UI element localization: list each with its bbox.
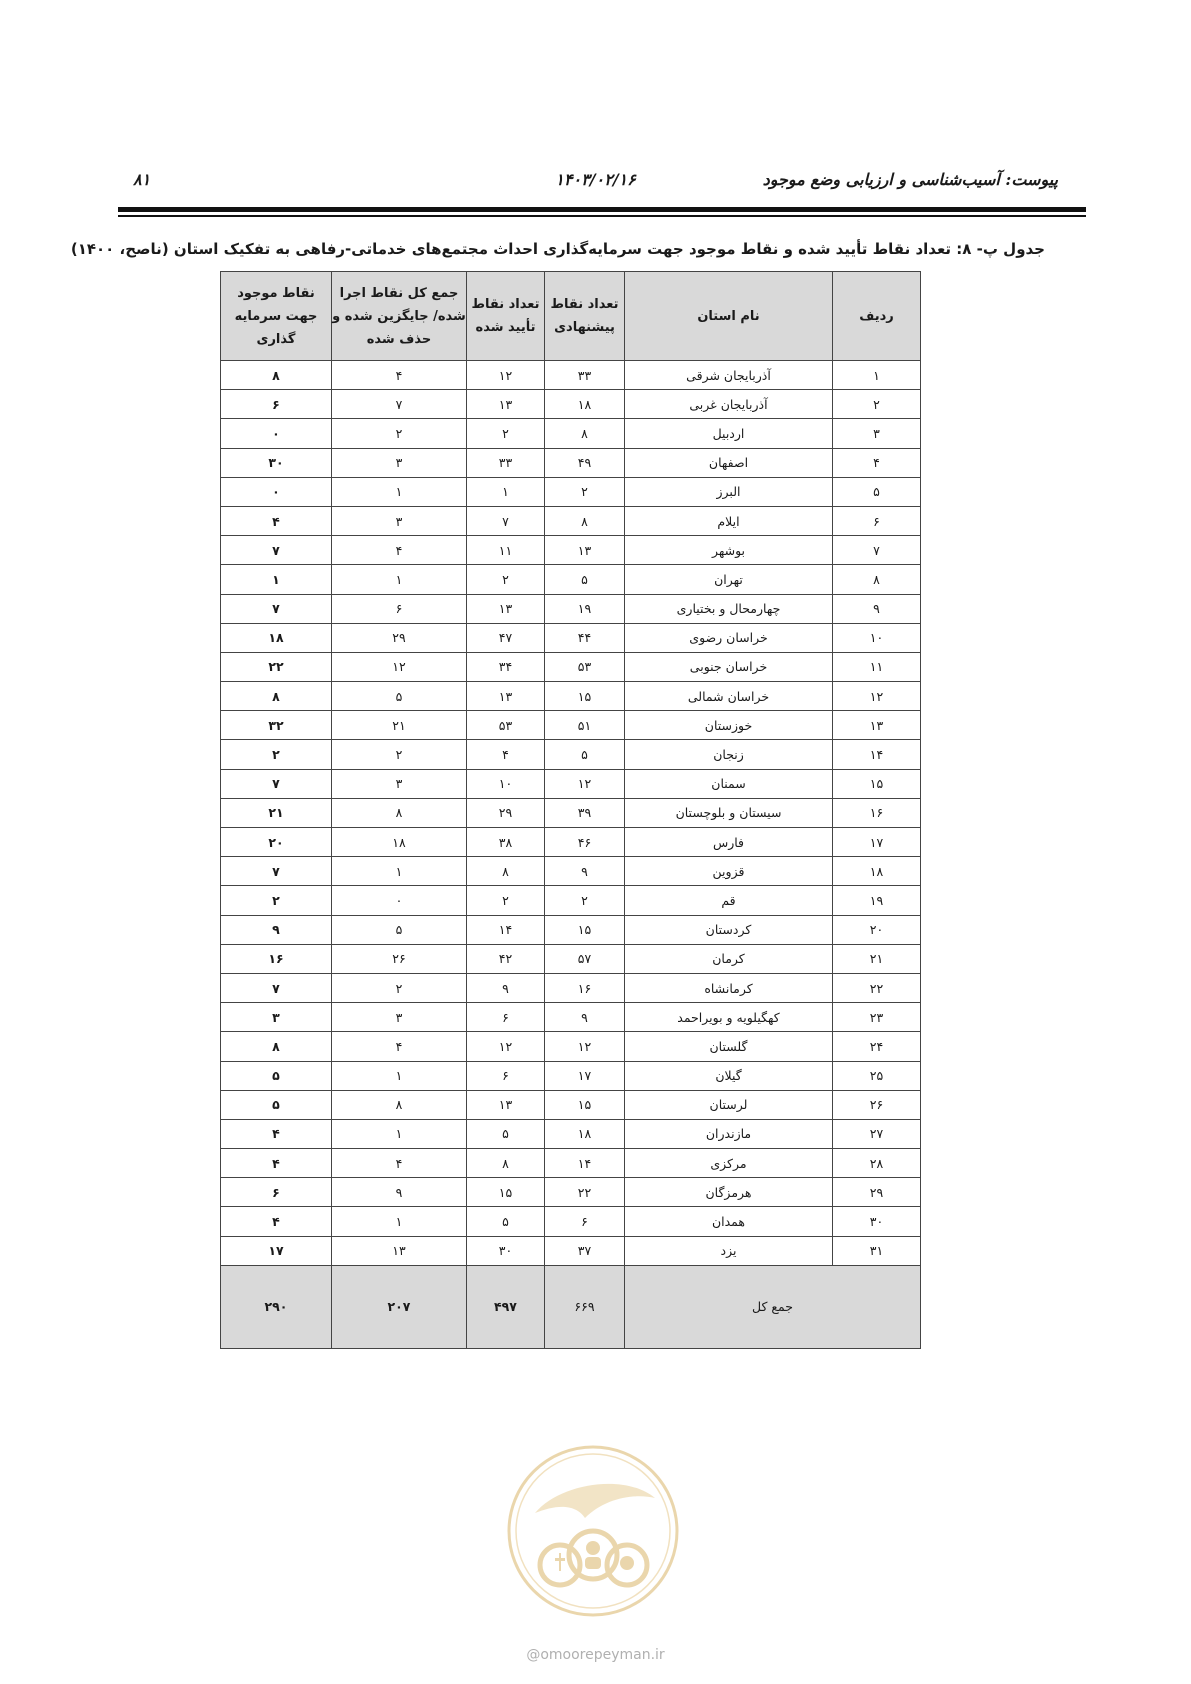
table-row: [221, 361, 921, 390]
cell-row: ۷: [833, 536, 921, 565]
cell-proposed: ۵۷: [545, 944, 625, 973]
cell-available: ۱۸: [221, 623, 332, 652]
cell-province: لرستان: [625, 1090, 833, 1119]
cell-row: ۱۱: [833, 652, 921, 681]
cell-row: ۲۸: [833, 1149, 921, 1178]
cell-approved: ۵۳: [467, 711, 545, 740]
page-header-title: پیوست: آسیب‌شناسی و ارزیابی وضع موجود: [762, 170, 1058, 189]
cell-implemented: ۲: [332, 740, 467, 769]
cell-approved: ۱۳: [467, 390, 545, 419]
cell-implemented: ۸: [332, 798, 467, 827]
cell-implemented: ۴: [332, 1149, 467, 1178]
cell-proposed: ۳۷: [545, 1236, 625, 1265]
cell-proposed: ۱۲: [545, 769, 625, 798]
cell-approved: ۸: [467, 857, 545, 886]
table-row: [221, 1178, 921, 1207]
cell-approved: ۲: [467, 886, 545, 915]
col-header-province: نام استان: [625, 272, 833, 361]
cell-row: ۸: [833, 565, 921, 594]
table-row: [221, 1090, 921, 1119]
cell-proposed: ۵۳: [545, 652, 625, 681]
cell-row: ۲۵: [833, 1061, 921, 1090]
cell-implemented: ۳: [332, 769, 467, 798]
cell-approved: ۱۱: [467, 536, 545, 565]
cell-available: ۴: [221, 1119, 332, 1148]
cell-implemented: ۱۲: [332, 652, 467, 681]
cell-available: ۲۱: [221, 798, 332, 827]
cell-proposed: ۲: [545, 477, 625, 506]
cell-proposed: ۲۲: [545, 1178, 625, 1207]
cell-available: ۲۰: [221, 828, 332, 857]
cell-proposed: ۴۶: [545, 828, 625, 857]
cell-proposed: ۸: [545, 506, 625, 535]
table-row: [221, 419, 921, 448]
cell-province: آذربایجان شرقی: [625, 361, 833, 390]
cell-proposed: ۴۹: [545, 448, 625, 477]
cell-province: آذربایجان غربی: [625, 390, 833, 419]
cell-proposed: ۲: [545, 886, 625, 915]
cell-available: ۴: [221, 506, 332, 535]
cell-approved: ۴۷: [467, 623, 545, 652]
col-header-row: ردیف: [833, 272, 921, 361]
header-rule-thick: [118, 207, 1086, 212]
cell-available: ۴: [221, 1149, 332, 1178]
cell-available: ۱۷: [221, 1236, 332, 1265]
cell-available: ۱۶: [221, 944, 332, 973]
cell-province: همدان: [625, 1207, 833, 1236]
cell-approved: ۱۳: [467, 1090, 545, 1119]
cell-province: گلستان: [625, 1032, 833, 1061]
col-header-proposed: تعداد نقاط پیشنهادی: [545, 272, 625, 361]
table-row: [221, 448, 921, 477]
cell-implemented: ۲۶: [332, 944, 467, 973]
table-row: [221, 1149, 921, 1178]
cell-row: ۱۴: [833, 740, 921, 769]
cell-approved: ۱۳: [467, 682, 545, 711]
cell-province: کهگیلویه و بویراحمد: [625, 1003, 833, 1032]
cell-province: قم: [625, 886, 833, 915]
cell-available: ۲: [221, 740, 332, 769]
cell-proposed: ۱۷: [545, 1061, 625, 1090]
cell-approved: ۵: [467, 1207, 545, 1236]
cell-proposed: ۸: [545, 419, 625, 448]
cell-available: ۶: [221, 1178, 332, 1207]
table-header-row: [221, 272, 921, 361]
cell-row: ۲۴: [833, 1032, 921, 1061]
cell-available: ۶: [221, 390, 332, 419]
table-row: [221, 740, 921, 769]
cell-implemented: ۲۱: [332, 711, 467, 740]
cell-implemented: ۵: [332, 915, 467, 944]
cell-row: ۵: [833, 477, 921, 506]
cell-approved: ۳۸: [467, 828, 545, 857]
total-approved: ۴۹۷: [467, 1265, 545, 1348]
cell-row: ۱۵: [833, 769, 921, 798]
cell-approved: ۹: [467, 973, 545, 1002]
cell-province: خوزستان: [625, 711, 833, 740]
cell-approved: ۱۲: [467, 361, 545, 390]
cell-implemented: ۲: [332, 973, 467, 1002]
cell-proposed: ۱۳: [545, 536, 625, 565]
cell-row: ۳۰: [833, 1207, 921, 1236]
cell-available: ۷: [221, 973, 332, 1002]
cell-proposed: ۱۸: [545, 390, 625, 419]
cell-approved: ۲۹: [467, 798, 545, 827]
col-header-approved: تعداد نقاط تأیید شده: [467, 272, 545, 361]
cell-row: ۹: [833, 594, 921, 623]
cell-approved: ۴۲: [467, 944, 545, 973]
cell-available: ۵: [221, 1090, 332, 1119]
cell-proposed: ۱۵: [545, 1090, 625, 1119]
cell-row: ۱۶: [833, 798, 921, 827]
page-header-date: ۱۴۰۳/۰۲/۱۶: [555, 170, 636, 189]
cell-province: یزد: [625, 1236, 833, 1265]
table-row: [221, 711, 921, 740]
cell-approved: ۲: [467, 419, 545, 448]
cell-row: ۲۹: [833, 1178, 921, 1207]
cell-implemented: ۳: [332, 448, 467, 477]
table-row: [221, 506, 921, 535]
cell-province: البرز: [625, 477, 833, 506]
cell-row: ۴: [833, 448, 921, 477]
table-row: [221, 477, 921, 506]
cell-province: کرمانشاه: [625, 973, 833, 1002]
cell-province: گیلان: [625, 1061, 833, 1090]
cell-implemented: ۳: [332, 506, 467, 535]
table-row: [221, 1032, 921, 1061]
cell-province: مرکزی: [625, 1149, 833, 1178]
watermark-logo: [505, 1443, 681, 1619]
table-row: [221, 652, 921, 681]
cell-implemented: ۱۳: [332, 1236, 467, 1265]
cell-approved: ۱۳: [467, 594, 545, 623]
total-implemented: ۲۰۷: [332, 1265, 467, 1348]
cell-province: تهران: [625, 565, 833, 594]
cell-approved: ۳۴: [467, 652, 545, 681]
table-row: [221, 857, 921, 886]
cell-row: ۲۲: [833, 973, 921, 1002]
cell-province: هرمزگان: [625, 1178, 833, 1207]
cell-province: قزوین: [625, 857, 833, 886]
cell-approved: ۲: [467, 565, 545, 594]
table-caption: جدول پ- ۸: تعداد نقاط تأیید شده و نقاط موجود جهت سرمایه‌گذاری احداث مجتمع‌های خدماتی-رفاهی به تفکیک استان (ناصح، ۱۴۰۰): [70, 240, 1045, 258]
cell-approved: ۴: [467, 740, 545, 769]
cell-available: ۷: [221, 857, 332, 886]
header-rule-thin: [118, 215, 1086, 217]
cell-implemented: ۱: [332, 857, 467, 886]
table-row: [221, 594, 921, 623]
provinces-table: [220, 271, 921, 1349]
table-row: [221, 973, 921, 1002]
cell-implemented: ۲: [332, 419, 467, 448]
table-row: [221, 1061, 921, 1090]
cell-province: خراسان جنوبی: [625, 652, 833, 681]
cell-approved: ۸: [467, 1149, 545, 1178]
cell-implemented: ۱۸: [332, 828, 467, 857]
cell-proposed: ۱۵: [545, 915, 625, 944]
table-row: [221, 798, 921, 827]
cell-row: ۱۹: [833, 886, 921, 915]
table-total-row: [221, 1265, 921, 1348]
cell-province: بوشهر: [625, 536, 833, 565]
cell-available: ۴: [221, 1207, 332, 1236]
cell-proposed: ۳۳: [545, 361, 625, 390]
cell-proposed: ۱۵: [545, 682, 625, 711]
cell-province: سیستان و بلوچستان: [625, 798, 833, 827]
cell-approved: ۳۰: [467, 1236, 545, 1265]
cell-available: ۸: [221, 682, 332, 711]
cell-row: ۱۲: [833, 682, 921, 711]
cell-available: ۵: [221, 1061, 332, 1090]
cell-implemented: ۸: [332, 1090, 467, 1119]
total-proposed: ۶۶۹: [545, 1265, 625, 1348]
table-row: [221, 536, 921, 565]
cell-row: ۱۰: [833, 623, 921, 652]
cell-proposed: ۵: [545, 740, 625, 769]
cell-approved: ۶: [467, 1003, 545, 1032]
cell-province: خراسان شمالی: [625, 682, 833, 711]
cell-row: ۱۷: [833, 828, 921, 857]
cell-province: خراسان رضوی: [625, 623, 833, 652]
cell-approved: ۳۳: [467, 448, 545, 477]
cell-province: اردبیل: [625, 419, 833, 448]
cell-province: فارس: [625, 828, 833, 857]
cell-implemented: ۴: [332, 361, 467, 390]
cell-province: زنجان: [625, 740, 833, 769]
cell-proposed: ۱۲: [545, 1032, 625, 1061]
cell-approved: ۵: [467, 1119, 545, 1148]
cell-proposed: ۵۱: [545, 711, 625, 740]
cell-proposed: ۶: [545, 1207, 625, 1236]
cell-implemented: ۱: [332, 477, 467, 506]
cell-row: ۲۳: [833, 1003, 921, 1032]
cell-row: ۱۳: [833, 711, 921, 740]
cell-implemented: ۴: [332, 536, 467, 565]
cell-proposed: ۱۹: [545, 594, 625, 623]
page-number: ۸۱: [133, 170, 151, 189]
total-available: ۲۹۰: [221, 1265, 332, 1348]
cell-implemented: ۱: [332, 1061, 467, 1090]
cell-available: ۰: [221, 477, 332, 506]
cell-available: ۸: [221, 1032, 332, 1061]
cell-row: ۲: [833, 390, 921, 419]
cell-available: ۷: [221, 769, 332, 798]
cell-implemented: ۳: [332, 1003, 467, 1032]
cell-row: ۱: [833, 361, 921, 390]
table-row: [221, 944, 921, 973]
cell-row: ۱۸: [833, 857, 921, 886]
cell-approved: ۱۰: [467, 769, 545, 798]
table-row: [221, 1236, 921, 1265]
cell-province: ایلام: [625, 506, 833, 535]
cell-row: ۲۷: [833, 1119, 921, 1148]
cell-province: کردستان: [625, 915, 833, 944]
cell-province: چهارمحال و بختیاری: [625, 594, 833, 623]
col-header-available: نقاط موجود جهت سرمایه گذاری: [221, 272, 332, 361]
cell-proposed: ۴۴: [545, 623, 625, 652]
cell-proposed: ۹: [545, 1003, 625, 1032]
cell-implemented: ۱: [332, 1207, 467, 1236]
cell-implemented: ۲۹: [332, 623, 467, 652]
cell-province: اصفهان: [625, 448, 833, 477]
cell-approved: ۱۲: [467, 1032, 545, 1061]
table-row: [221, 886, 921, 915]
cell-row: ۲۱: [833, 944, 921, 973]
cell-row: ۳: [833, 419, 921, 448]
cell-row: ۲۰: [833, 915, 921, 944]
table-row: [221, 682, 921, 711]
cell-proposed: ۱۶: [545, 973, 625, 1002]
cell-row: ۳۱: [833, 1236, 921, 1265]
cell-row: ۶: [833, 506, 921, 535]
cell-implemented: ۷: [332, 390, 467, 419]
cell-approved: ۱۵: [467, 1178, 545, 1207]
cell-approved: ۱۴: [467, 915, 545, 944]
cell-available: ۲۲: [221, 652, 332, 681]
cell-proposed: ۱۸: [545, 1119, 625, 1148]
cell-approved: ۱: [467, 477, 545, 506]
cell-implemented: ۶: [332, 594, 467, 623]
table-row: [221, 565, 921, 594]
cell-proposed: ۵: [545, 565, 625, 594]
watermark-url: @omoorepeyman.ir: [526, 1647, 665, 1663]
cell-proposed: ۹: [545, 857, 625, 886]
cell-available: ۳۲: [221, 711, 332, 740]
cell-proposed: ۱۴: [545, 1149, 625, 1178]
cell-available: ۳: [221, 1003, 332, 1032]
cell-approved: ۶: [467, 1061, 545, 1090]
cell-approved: ۷: [467, 506, 545, 535]
cell-available: ۸: [221, 361, 332, 390]
cell-implemented: ۹: [332, 1178, 467, 1207]
table-row: [221, 390, 921, 419]
col-header-implemented: جمع کل نقاط اجرا شده/ جایگزین شده و حذف شده: [332, 272, 467, 361]
table-row: [221, 1119, 921, 1148]
cell-available: ۷: [221, 594, 332, 623]
table-row: [221, 1207, 921, 1236]
cell-implemented: ۴: [332, 1032, 467, 1061]
cell-available: ۹: [221, 915, 332, 944]
cell-available: ۷: [221, 536, 332, 565]
table-row: [221, 1003, 921, 1032]
cell-province: سمنان: [625, 769, 833, 798]
cell-available: ۱: [221, 565, 332, 594]
table-row: [221, 623, 921, 652]
cell-implemented: ۱: [332, 565, 467, 594]
cell-province: مازندران: [625, 1119, 833, 1148]
cell-implemented: ۱: [332, 1119, 467, 1148]
cell-proposed: ۳۹: [545, 798, 625, 827]
cell-row: ۲۶: [833, 1090, 921, 1119]
cell-available: ۳۰: [221, 448, 332, 477]
cell-implemented: ۵: [332, 682, 467, 711]
total-label: جمع کل: [625, 1265, 921, 1348]
cell-available: ۲: [221, 886, 332, 915]
cell-province: کرمان: [625, 944, 833, 973]
table-row: [221, 915, 921, 944]
cell-available: ۰: [221, 419, 332, 448]
table-row: [221, 769, 921, 798]
table-row: [221, 828, 921, 857]
cell-implemented: ۰: [332, 886, 467, 915]
